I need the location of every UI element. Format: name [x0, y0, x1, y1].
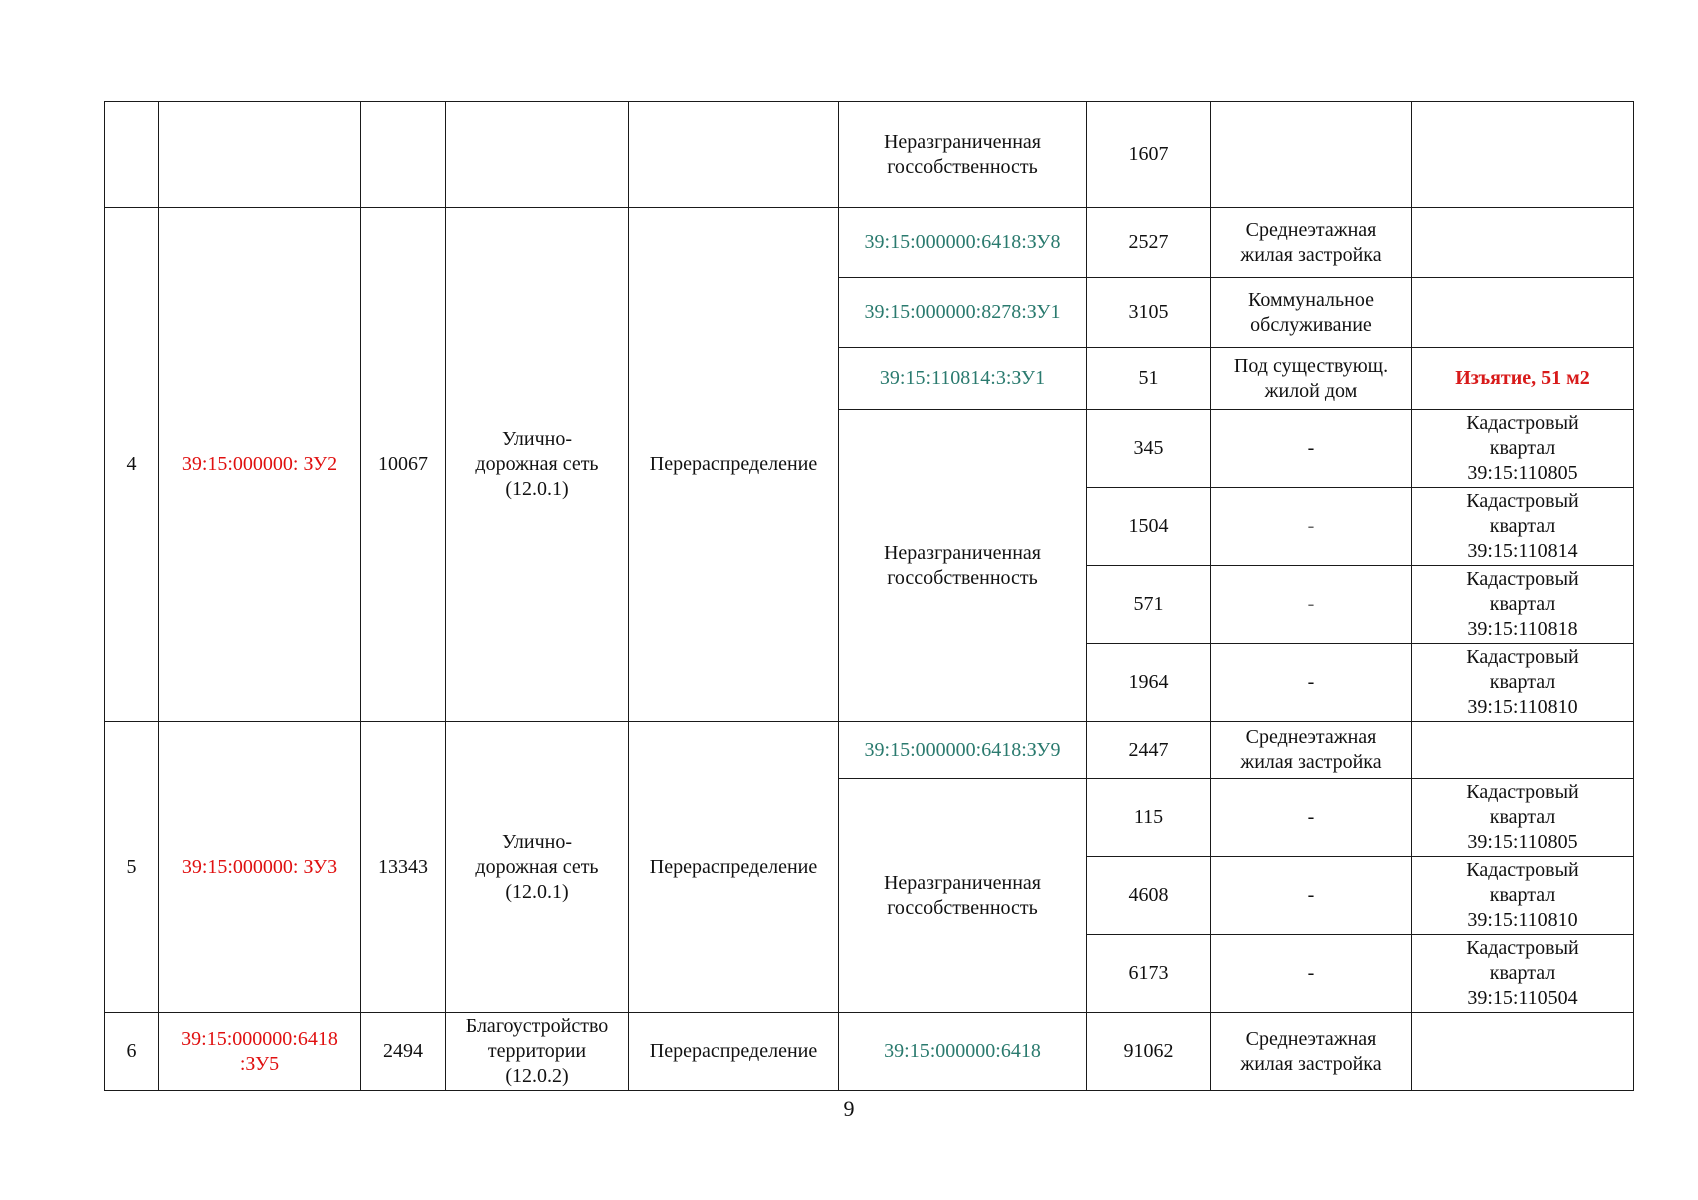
quarter-note: Кадастровый квартал 39:15:110805 [1412, 779, 1634, 857]
quarter-area: 115 [1087, 779, 1211, 857]
quarter-note: Кадастровый квартал 39:15:110814 [1412, 488, 1634, 566]
cadastral-number: 39:15:000000: ЗУ3 [159, 722, 361, 1013]
quarter-note: Кадастровый квартал 39:15:110504 [1412, 935, 1634, 1013]
quarter-area: 4608 [1087, 857, 1211, 935]
source-use: Среднеэтажная жилая застройка [1211, 722, 1412, 779]
quarter-note: Кадастровый квартал 39:15:110818 [1412, 566, 1634, 644]
quarter-use: - [1211, 857, 1412, 935]
quarter-use: - [1211, 566, 1412, 644]
permitted-use: Улично- дорожная сеть (12.0.1) [446, 208, 629, 722]
quarter-note: Кадастровый квартал 39:15:110805 [1412, 410, 1634, 488]
cadastral-number: 39:15:000000:6418 :ЗУ5 [159, 1013, 361, 1091]
source-use: Среднеэтажная жилая застройка [1211, 1013, 1412, 1091]
quarter-use: - [1211, 488, 1412, 566]
table-row [105, 102, 1634, 208]
quarter-area: 6173 [1087, 935, 1211, 1013]
source-plot-id: 39:15:000000:8278:ЗУ1 [839, 278, 1087, 348]
table-row [105, 208, 1634, 278]
quarter-area: 1964 [1087, 644, 1211, 722]
source-area: 2527 [1087, 208, 1211, 278]
cadastral-number: 39:15:000000: ЗУ2 [159, 208, 361, 722]
source-use: Среднеэтажная жилая застройка [1211, 208, 1412, 278]
permitted-use: Благоустройство территории (12.0.2) [446, 1013, 629, 1091]
area-cell: 1607 [1087, 102, 1211, 208]
formation-method: Перераспределение [629, 1013, 839, 1091]
source-plot-id: 39:15:000000:6418:ЗУ8 [839, 208, 1087, 278]
source-area: 91062 [1087, 1013, 1211, 1091]
formation-method: Перераспределение [629, 208, 839, 722]
unallocated-owner: Неразграниченная госсобственность [839, 779, 1087, 1013]
row-number: 5 [105, 722, 159, 1013]
quarter-use: - [1211, 779, 1412, 857]
source-plot-id: 39:15:000000:6418:ЗУ9 [839, 722, 1087, 779]
permitted-use: Улично- дорожная сеть (12.0.1) [446, 722, 629, 1013]
source-note [1412, 208, 1634, 278]
quarter-note: Кадастровый квартал 39:15:110810 [1412, 644, 1634, 722]
quarter-area: 1504 [1087, 488, 1211, 566]
source-note [1412, 722, 1634, 779]
table-row [105, 1013, 1634, 1091]
page-number: 9 [843, 1096, 855, 1121]
quarter-area: 345 [1087, 410, 1211, 488]
quarter-use: - [1211, 935, 1412, 1013]
plot-area: 2494 [361, 1013, 446, 1091]
source-plot-id: 39:15:110814:3:ЗУ1 [839, 348, 1087, 410]
source-use: Под существующ. жилой дом [1211, 348, 1412, 410]
source-area: 2447 [1087, 722, 1211, 779]
source-use: Коммунальное обслуживание [1211, 278, 1412, 348]
land-plots-table [104, 101, 1634, 1091]
unallocated-owner: Неразграниченная госсобственность [839, 410, 1087, 722]
quarter-note: Кадастровый квартал 39:15:110810 [1412, 857, 1634, 935]
source-area: 3105 [1087, 278, 1211, 348]
quarter-use: - [1211, 644, 1412, 722]
table-row [105, 722, 1634, 779]
row-number: 6 [105, 1013, 159, 1091]
seizure-note: Изъятие, 51 м2 [1412, 348, 1634, 410]
source-plot-id: 39:15:000000:6418 [839, 1013, 1087, 1091]
formation-method: Перераспределение [629, 722, 839, 1013]
quarter-area: 571 [1087, 566, 1211, 644]
source-area: 51 [1087, 348, 1211, 410]
plot-area: 13343 [361, 722, 446, 1013]
row-number: 4 [105, 208, 159, 722]
source-note [1412, 278, 1634, 348]
plot-area: 10067 [361, 208, 446, 722]
owner-cell: Неразграниченная госсобственность [839, 102, 1087, 208]
quarter-use: - [1211, 410, 1412, 488]
